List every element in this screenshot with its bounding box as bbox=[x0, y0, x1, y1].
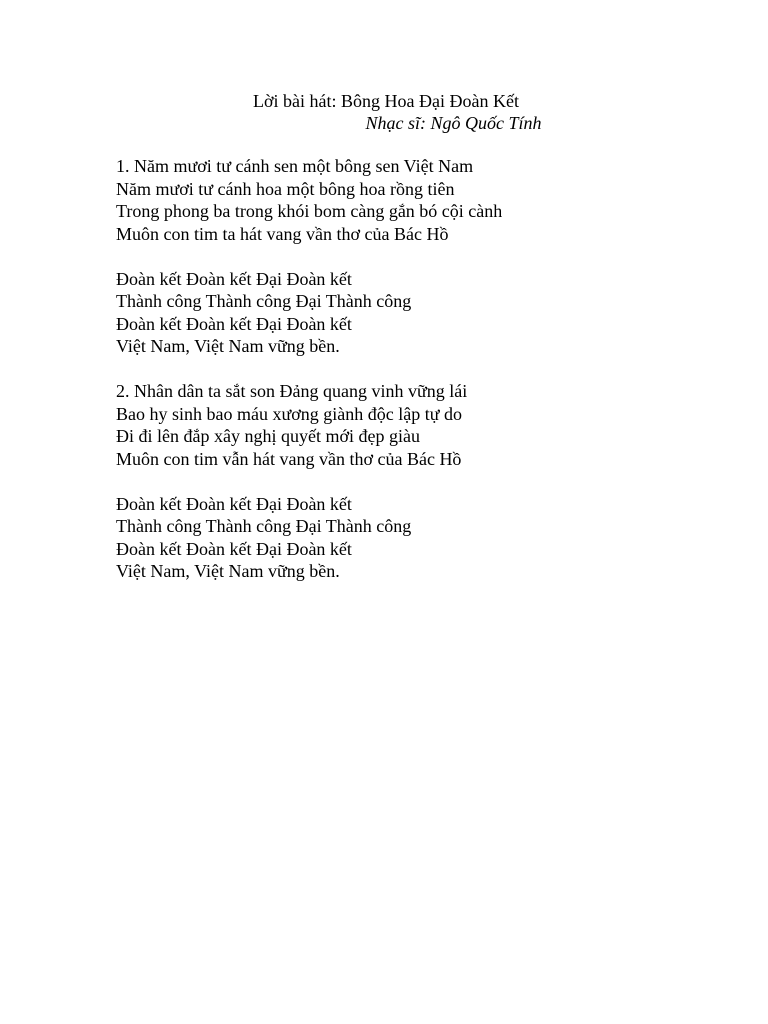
composer-credit: Nhạc sĩ: Ngô Quốc Tính bbox=[365, 113, 542, 133]
stanza-verse-1 bbox=[116, 155, 716, 245]
lyric-line: 1. Năm mươi tư cánh sen một bông sen Việt Nam bbox=[116, 156, 474, 176]
song-title: Lời bài hát: Bông Hoa Đại Đoàn Kết bbox=[253, 91, 519, 111]
stanza-verse-2 bbox=[116, 380, 716, 470]
lyric-line: Đoàn kết Đoàn kết Đại Đoàn kết bbox=[116, 268, 352, 289]
lyric-line: Bao hy sinh bao máu xương giành độc lập tự do bbox=[116, 403, 462, 424]
lyric-line: Đoàn kết Đoàn kết Đại Đoàn kết bbox=[116, 313, 352, 334]
lyric-line: Thành công Thành công Đại Thành công bbox=[116, 516, 412, 536]
lyric-line: 2. Nhân dân ta sắt son Đảng quang vinh vững lái bbox=[116, 381, 468, 401]
lyric-line: Muôn con tim ta hát vang vần thơ của Bác Hồ bbox=[116, 223, 449, 244]
lyric-line: Đi đi lên đắp xây nghị quyết mới đẹp giàu bbox=[116, 426, 420, 446]
lyric-line: Việt Nam, Việt Nam vững bền. bbox=[116, 561, 340, 581]
lyric-line: Năm mươi tư cánh hoa một bông hoa rồng tiên bbox=[116, 178, 455, 199]
lyric-line: Muôn con tim vẫn hát vang vần thơ của Bác Hồ bbox=[116, 448, 462, 469]
stanza-chorus-2 bbox=[116, 493, 716, 583]
lyrics-body bbox=[116, 155, 716, 605]
lyric-line: Thành công Thành công Đại Thành công bbox=[116, 291, 412, 311]
lyric-line: Việt Nam, Việt Nam vững bền. bbox=[116, 336, 340, 356]
stanza-chorus-1 bbox=[116, 268, 716, 358]
lyric-line: Đoàn kết Đoàn kết Đại Đoàn kết bbox=[116, 493, 352, 514]
lyric-line: Trong phong ba trong khói bom càng gắn bó cội cành bbox=[116, 201, 503, 221]
lyric-line: Đoàn kết Đoàn kết Đại Đoàn kết bbox=[116, 538, 352, 559]
